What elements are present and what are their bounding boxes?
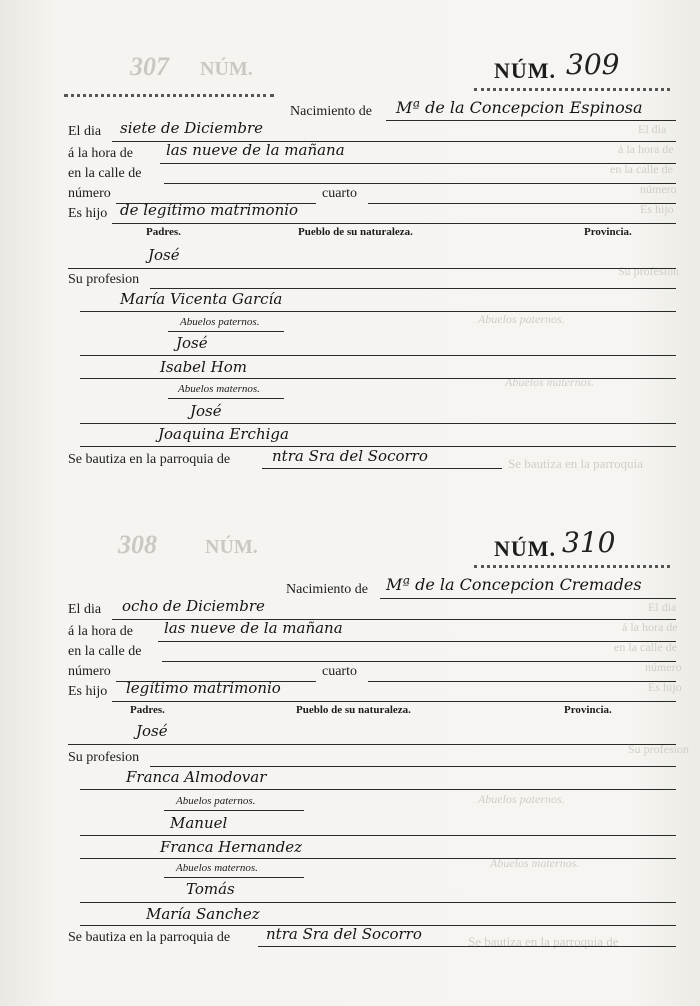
record-2-madre-line xyxy=(80,789,676,790)
record-2-madre-value: Franca Almodovar xyxy=(126,768,267,786)
record-2-es-hijo-line xyxy=(112,701,676,702)
record-2-hora-value: las nueve de la mañana xyxy=(164,619,343,637)
record-2-parroquia-line xyxy=(258,946,676,947)
record-2-abuela-paterna-line xyxy=(80,858,676,859)
record-2-dotted-rule-right xyxy=(474,565,670,568)
record-1-bautiza-label: Se bautiza en la parroquia de xyxy=(68,452,231,467)
record-2-bautiza-label: Se bautiza en la parroquia de xyxy=(68,930,231,945)
record-2-abuelos-maternos-rule xyxy=(164,877,304,878)
record-2-padres-header: Padres. xyxy=(130,704,165,716)
record-2-profesion-line xyxy=(150,766,676,767)
record-1-es-hijo-line xyxy=(112,223,676,224)
ghost-label: Abuelos maternos. xyxy=(505,375,595,389)
record-2-abuela-materna-value: María Sanchez xyxy=(146,905,260,923)
record-1-abuelos-paternos-rule xyxy=(168,331,284,332)
record-2-abuelos-maternos-label: Abuelos maternos. xyxy=(176,862,258,874)
record-2-nacimiento-value: Mª de la Concepcion Cremades xyxy=(386,575,642,594)
record-2-num-label: NÚM. xyxy=(494,536,557,561)
record-1-calle-label: en la calle de xyxy=(68,166,142,181)
record-1-abuelos-maternos-label: Abuelos maternos. xyxy=(178,383,260,395)
ghost-label: á la hora de xyxy=(622,620,678,634)
ghost-label: El dia xyxy=(648,600,677,614)
ghost-num-value-top: 307 xyxy=(130,52,169,81)
record-1-profesion-label: Su profesion xyxy=(68,272,140,287)
record-1-abuela-materna-value: Joaquina Erchiga xyxy=(158,425,289,443)
record-2-calle-line xyxy=(162,661,676,662)
record-2-num-value: 310 xyxy=(562,526,616,559)
record-2-parroquia-value: ntra Sra del Socorro xyxy=(266,925,422,943)
record-1-abuelo-paterno-value: José xyxy=(176,334,208,352)
record-2-abuelo-materno-line xyxy=(80,902,676,903)
record-2-abuelos-paternos-label: Abuelos paternos. xyxy=(176,795,256,807)
record-1-abuelos-maternos-rule xyxy=(168,398,284,399)
record-1-hora-line xyxy=(160,163,676,164)
record-1-cuarto-label: cuarto xyxy=(322,186,357,201)
record-1-abuelo-materno-value: José xyxy=(190,402,222,420)
record-1-madre-value: María Vicenta García xyxy=(120,290,283,308)
record-1-madre-line xyxy=(80,311,676,312)
record-2-padre-line xyxy=(68,744,676,745)
ghost-label: Su profesion xyxy=(618,264,679,278)
record-2-es-hijo-value: legítimo matrimonio xyxy=(126,679,281,697)
record-1-cuarto-line xyxy=(368,203,676,204)
record-1-parroquia-line xyxy=(262,468,502,469)
ghost-label: Se bautiza en la parroquia xyxy=(508,456,643,471)
record-1-dotted-rule-right xyxy=(474,88,670,91)
ghost-label: número xyxy=(640,182,677,196)
record-2-abuela-paterna-value: Franca Hernandez xyxy=(160,838,303,856)
ghost-label: á la hora de xyxy=(618,142,674,156)
record-2-cuarto-label: cuarto xyxy=(322,664,357,679)
record-1-abuela-paterna-line xyxy=(80,378,676,379)
ghost-label: Es hijo xyxy=(648,680,682,694)
record-2-abuelo-paterno-line xyxy=(80,835,676,836)
record-1-provincia-header: Provincia. xyxy=(584,226,632,238)
ghost-label: en la calle de xyxy=(610,162,673,176)
record-1-nacimiento-value: Mª de la Concepcion Espinosa xyxy=(396,98,643,117)
record-1-es-hijo-label: Es hijo xyxy=(68,206,108,221)
record-1-num-label: NÚM. xyxy=(494,58,557,83)
record-1-profesion-line xyxy=(150,288,676,289)
ghost-num-label-top: NÚM. xyxy=(200,58,253,80)
record-1-num-value: 309 xyxy=(566,48,620,81)
record-1-abuela-paterna-value: Isabel Hom xyxy=(160,358,247,376)
record-2-cuarto-line xyxy=(368,681,676,682)
ghost-label: número xyxy=(645,660,682,674)
record-1-nacimiento-line xyxy=(386,120,676,121)
record-1-padre-line xyxy=(68,268,676,269)
ghost-label: El dia xyxy=(638,122,667,136)
record-1-numero-label: número xyxy=(68,186,111,201)
record-2-dia-label: El dia xyxy=(68,602,102,617)
record-1-padres-header: Padres. xyxy=(146,226,181,238)
ghost-label: Abuelos maternos. xyxy=(490,856,580,870)
record-1-dia-value: siete de Diciembre xyxy=(120,119,264,137)
ghost-label: Abuelos paternos. xyxy=(478,312,565,326)
record-1-pueblo-header: Pueblo de su naturaleza. xyxy=(298,226,413,238)
ghost-num-value-bottom: 308 xyxy=(118,530,157,559)
ghost-label: Es hijo xyxy=(640,202,674,216)
record-2-nacimiento-line xyxy=(380,598,676,599)
record-1-calle-line xyxy=(164,183,676,184)
record-2-abuelos-paternos-rule xyxy=(164,810,304,811)
record-1-abuelos-paternos-label: Abuelos paternos. xyxy=(180,316,260,328)
record-2-provincia-header: Provincia. xyxy=(564,704,612,716)
ghost-label: en la calle de xyxy=(614,640,677,654)
record-1-es-hijo-value: de legítimo matrimonio xyxy=(120,201,299,219)
record-2-nacimiento-label: Nacimiento de xyxy=(286,582,369,597)
ghost-label: Se bautiza en la parroquia de xyxy=(468,934,619,949)
record-2-hora-label: á la hora de xyxy=(68,624,133,639)
record-2-abuelo-materno-value: Tomás xyxy=(186,880,235,898)
record-2-es-hijo-label: Es hijo xyxy=(68,684,108,699)
record-2-numero-label: número xyxy=(68,664,111,679)
record-1-abuelo-paterno-line xyxy=(80,355,676,356)
record-2-pueblo-header: Pueblo de su naturaleza. xyxy=(296,704,411,716)
record-2-dia-value: ocho de Diciembre xyxy=(122,597,265,615)
record-1-nacimiento-label: Nacimiento de xyxy=(290,104,373,119)
record-1-hora-value: las nueve de la mañana xyxy=(166,141,345,159)
record-1-hora-label: á la hora de xyxy=(68,146,133,161)
record-2-padre-value: José xyxy=(136,722,168,740)
record-1-abuelo-materno-line xyxy=(80,423,676,424)
record-2-abuelo-paterno-value: Manuel xyxy=(170,814,228,832)
record-1-dia-label: El dia xyxy=(68,124,102,139)
ghost-label: Su profesion xyxy=(628,742,689,756)
record-1-padre-value: José xyxy=(148,246,180,264)
record-2-profesion-label: Su profesion xyxy=(68,750,140,765)
record-2-hora-line xyxy=(158,641,676,642)
ghost-num-label-bottom: NÚM. xyxy=(205,536,258,558)
record-1-parroquia-value: ntra Sra del Socorro xyxy=(272,447,428,465)
record-1-dotted-rule xyxy=(64,94,274,97)
record-2-calle-label: en la calle de xyxy=(68,644,142,659)
ghost-label: Abuelos paternos. xyxy=(478,792,565,806)
